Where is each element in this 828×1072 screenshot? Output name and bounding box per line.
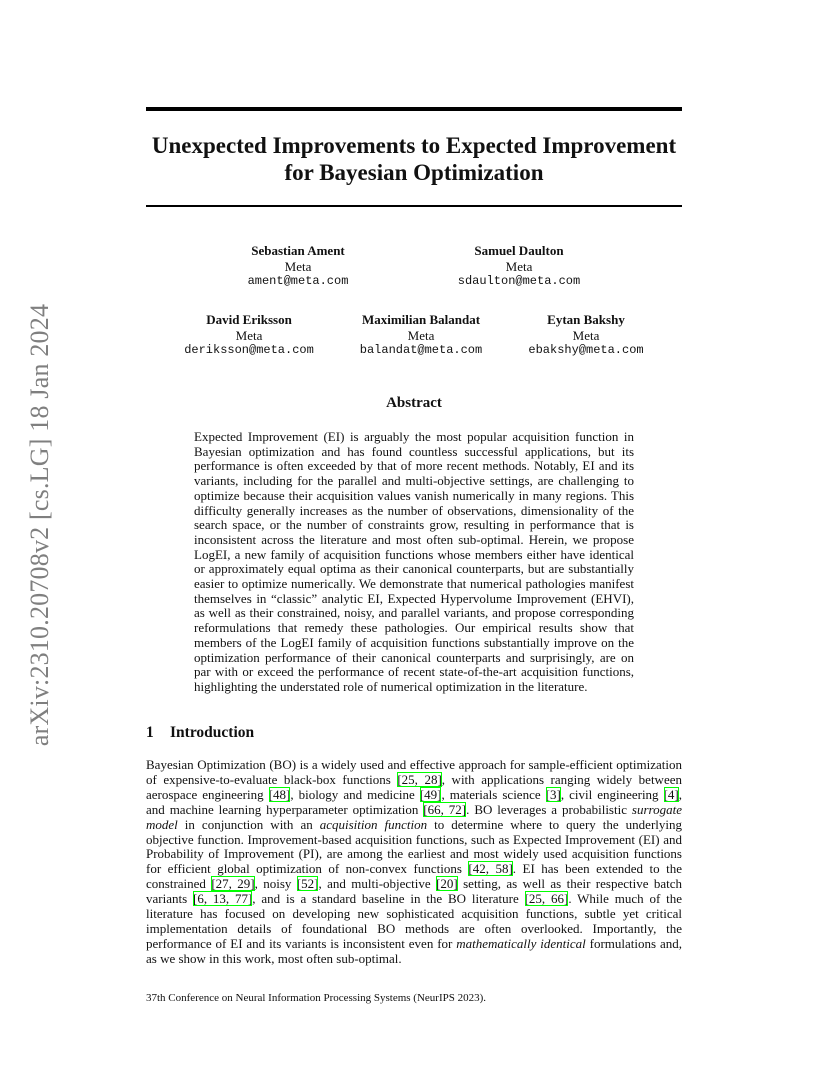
conference-footnote: 37th Conference on Neural Information Processing Systems (NeurIPS 2023). — [146, 992, 487, 1004]
section-title: Introduction — [170, 724, 255, 741]
intro-text: formulations and, as we show in this work, most often sub-optimal. — [146, 935, 682, 966]
intro-text: , and multi-objective — [318, 876, 437, 892]
intro-text: to determine where to query the underlying objective function. Improvement-based acquisition functions, such as Expected Improvement (EI) and Probability of Improvement (PI), are among the earliest and most widely used acquisition functions for efficient global optimization of non-convex functions — [146, 816, 683, 877]
citation-link[interactable]: [25, 28] — [397, 771, 442, 787]
author-affiliation: Meta — [407, 327, 435, 343]
author-email[interactable]: deriksson@meta.com — [184, 343, 314, 357]
author-name: Maximilian Balandat — [361, 312, 481, 327]
intro-text: . While much of the literature has focused on developing new sophisticated acquisition functions, subtle yet critical implementation details of foundational BO methods are often overlooked. Importantly, the performance of EI and its variants is inconsistent even for — [146, 891, 682, 951]
citation-link[interactable]: [27, 29] — [211, 876, 255, 892]
arxiv-stamp: arXiv:2310.20708v2 [cs.LG] 18 Jan 2024 — [25, 303, 54, 747]
author-affiliation: Meta — [505, 258, 533, 274]
intro-text: , noisy — [254, 876, 297, 892]
intro-text: . EI has been extended to the constrained — [146, 861, 682, 892]
title-top-rule — [146, 107, 682, 111]
emphasis-text: surrogate model — [146, 801, 682, 832]
intro-text: , and is a standard baseline in the BO literature — [252, 891, 525, 907]
section-heading — [146, 724, 254, 742]
author-block — [508, 312, 664, 359]
emphasis-text: acquisition function — [319, 816, 428, 832]
author-name: Sebastian Ament — [251, 243, 345, 258]
citation-link[interactable]: [20] — [436, 876, 458, 892]
citation-link[interactable]: [3] — [545, 786, 561, 802]
citation-link[interactable]: [48] — [268, 786, 291, 802]
intro-text: Bayesian Optimization (BO) is a widely used and effective approach for sample-efficient optimization of expensive-to-evaluate black-box functions — [146, 757, 682, 787]
abstract-body: Expected Improvement (EI) is arguably the most popular acquisition function in Bayesian optimization and has found countless successful applications, but its performance is often exceeded by that of more recent methods. Notably, EI and its variants, including for the parallel and multi-objective settings, are challenging to optimize because their acquisition values vanish numerically in many regions. This difficulty generally increases as the number of observations, dimensionality of the search space, or the number of constraints grow, resulting in performance that is inconsistent across the literature and most often sub-optimal. Herein, we propose LogEI, a new family of acquisition functions whose members either have identical or approximately equal optima as their canonical counterparts, but are substantially easier to optimize numerically. We demonstrate that numerical pathologies manifest themselves in “classic” analytic EI, Expected Hypervolume Improvement (EHVI), as well as their constrained, noisy, and parallel variants, and propose corresponding reformulations that remedy these pathologies. Our empirical results show that members of the LogEI family of acquisition functions substantially improve on the optimization performance of their canonical counterparts and surprisingly, are on par with or exceed the performance of recent state-of-the-art acquisition functions, highlighting the understated role of numerical optimization in the literature. — [194, 429, 634, 694]
intro-text: , civil engineering — [560, 786, 664, 802]
intro-text: , and machine learning hyperparameter optimization — [146, 786, 682, 817]
citation-link[interactable]: [25, 66] — [524, 891, 569, 907]
author-block — [164, 312, 334, 359]
author-name: Eytan Bakshy — [547, 312, 625, 327]
section-number: 1 — [146, 724, 154, 741]
author-name: Samuel Daulton — [474, 243, 564, 258]
citation-link[interactable]: [6, 13, 77] — [192, 891, 253, 907]
intro-text: , biology and medicine — [290, 786, 420, 802]
author-email[interactable]: ebakshy@meta.com — [528, 343, 644, 357]
author-affiliation: Meta — [284, 258, 312, 274]
title-line-2: for Bayesian Optimization — [284, 160, 544, 185]
author-block — [434, 243, 604, 290]
emphasis-text: mathematically identical — [456, 935, 586, 951]
author-affiliation: Meta — [572, 327, 600, 343]
citation-link[interactable]: [52] — [296, 876, 319, 892]
citation-link[interactable]: [4] — [663, 786, 679, 802]
intro-text: , materials science — [441, 786, 546, 802]
introduction-paragraph — [146, 758, 682, 967]
author-email[interactable]: balandat@meta.com — [359, 343, 483, 357]
title-line-1: Unexpected Improvements to Expected Improvement — [151, 133, 677, 158]
author-block — [218, 243, 378, 290]
citation-link[interactable]: [42, 58] — [468, 861, 513, 877]
citation-link[interactable]: [66, 72] — [423, 801, 467, 817]
author-email[interactable]: sdaulton@meta.com — [457, 274, 581, 288]
abstract-heading: Abstract — [386, 395, 442, 411]
citation-link[interactable]: [49] — [419, 786, 442, 802]
intro-text: , with applications ranging widely between aerospace engineering — [146, 771, 682, 802]
author-affiliation: Meta — [235, 327, 263, 343]
intro-text: . BO leverages a probabilistic — [466, 801, 632, 817]
author-name: David Eriksson — [206, 312, 292, 327]
title-bottom-rule — [146, 205, 682, 207]
author-block — [336, 312, 506, 359]
paper-title — [146, 132, 682, 186]
intro-text: in conjunction with an — [177, 816, 320, 832]
intro-text: setting, as well as their respective batch variants — [146, 876, 683, 907]
author-email[interactable]: ament@meta.com — [247, 274, 349, 288]
